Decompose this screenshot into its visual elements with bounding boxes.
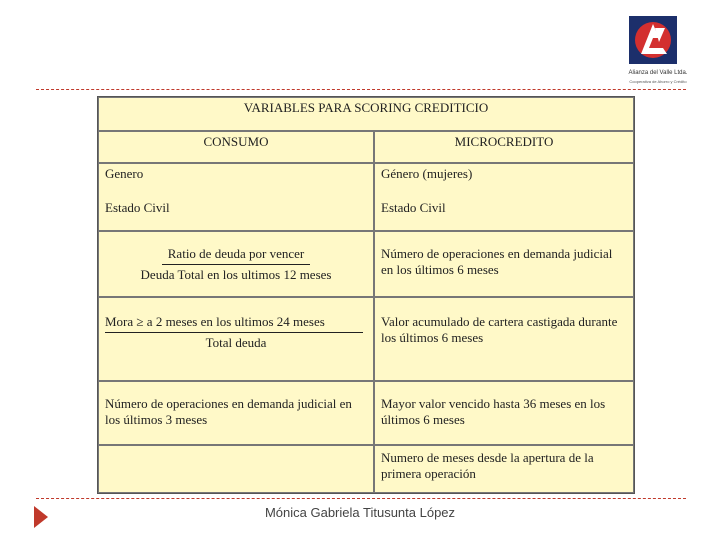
table-title: VARIABLES PARA SCORING CREDITICIO [98, 97, 634, 131]
row3-micro: Valor acumulado de cartera castigada durante los últimos 6 meses [374, 297, 634, 381]
row4-consumo: Número de operaciones en demanda judicial en los últimos 3 meses [98, 381, 374, 445]
logo-mark-icon [629, 16, 677, 64]
bottom-divider [36, 498, 686, 499]
top-divider [36, 89, 686, 90]
ratio-numerator: Ratio de deuda por vencer [162, 246, 310, 265]
row5-consumo [98, 445, 374, 493]
logo-name: Alianza del Valle Ltda. [628, 70, 688, 76]
footer-author: Mónica Gabriela Titusunta López [264, 505, 456, 520]
row3-consumo [98, 297, 374, 381]
row1-micro [374, 163, 634, 231]
row2-micro: Número de operaciones en demanda judicial en los últimos 6 meses [374, 231, 634, 297]
logo-tagline: Cooperativa de Ahorro y Crédito [629, 79, 687, 84]
header-consumo: CONSUMO [98, 131, 374, 163]
row2-consumo [98, 231, 374, 297]
micro-genero: Género (mujeres) [381, 166, 473, 181]
consumo-estado-civil: Estado Civil [105, 200, 170, 215]
row5-micro: Numero de meses desde la apertura de la primera operación [374, 445, 634, 493]
company-logo [629, 16, 677, 64]
consumo-genero: Genero [105, 166, 144, 181]
ratio-denominator: Deuda Total en los ultimos 12 meses [140, 267, 332, 282]
scoring-table [97, 96, 635, 494]
mora-numerator: Mora ≥ a 2 meses en los ultimos 24 meses [105, 314, 363, 333]
row1-consumo [98, 163, 374, 231]
mora-denominator: Total deuda [205, 335, 267, 350]
row4-micro: Mayor valor vencido hasta 36 meses en los últimos 6 meses [374, 381, 634, 445]
micro-estado-civil: Estado Civil [381, 200, 446, 215]
header-microcredito: MICROCREDITO [374, 131, 634, 163]
